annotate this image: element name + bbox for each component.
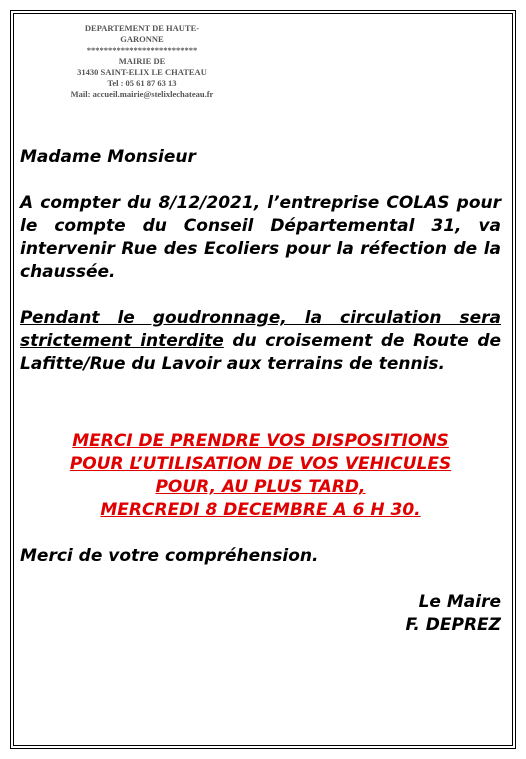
letterhead-address: 31430 SAINT-ELIX LE CHATEAU [77,67,207,77]
letterhead-region: GARONNE [120,34,164,44]
letterhead-department: DEPARTEMENT DE HAUTE- [84,23,200,33]
letterhead [52,23,232,100]
letterhead-separator: ************************** [86,45,198,55]
signature-name: F. DEPREZ [405,615,501,635]
letterhead-email: Mail: accueil.mairie@stelixlechateau.fr [70,89,214,99]
letterhead-phone: Tel : 05 61 87 63 13 [107,78,177,88]
paragraph-works-announcement: A compter du 8/12/2021, l’entreprise COLAS pour le compte du Conseil Départemental 31, va intervenir Rue des Ecoliers pour la réfection de la chaussée. [20,193,501,282]
traffic-restriction-detail: du croisement de Route de Lafitte/Rue du Lavoir aux terrains de tennis. [20,331,502,374]
letterhead-mairie: MAIRIE DE [118,56,166,66]
vehicle-notice-line-2: POUR L’UTILISATION DE VOS VEHICULES [69,454,452,474]
signature-title: Le Maire [418,592,501,612]
vehicle-notice-line-3: POUR, AU PLUS TARD, [155,477,366,497]
page-border [10,10,516,749]
salutation: Madame Monsieur [20,147,196,167]
vehicle-notice-line-4: MERCREDI 8 DECEMBRE A 6 H 30. [100,500,421,520]
closing-line: Merci de votre compréhension. [20,546,319,566]
traffic-restriction-emphasis: Pendant le goudronnage, la circulation sera strictement interdite [20,308,501,351]
paragraph-traffic-restriction [20,307,501,376]
signature-block [20,591,501,637]
vehicle-notice-line-1: MERCI DE PRENDRE VOS DISPOSITIONS [72,431,449,451]
vehicle-notice [20,430,501,522]
